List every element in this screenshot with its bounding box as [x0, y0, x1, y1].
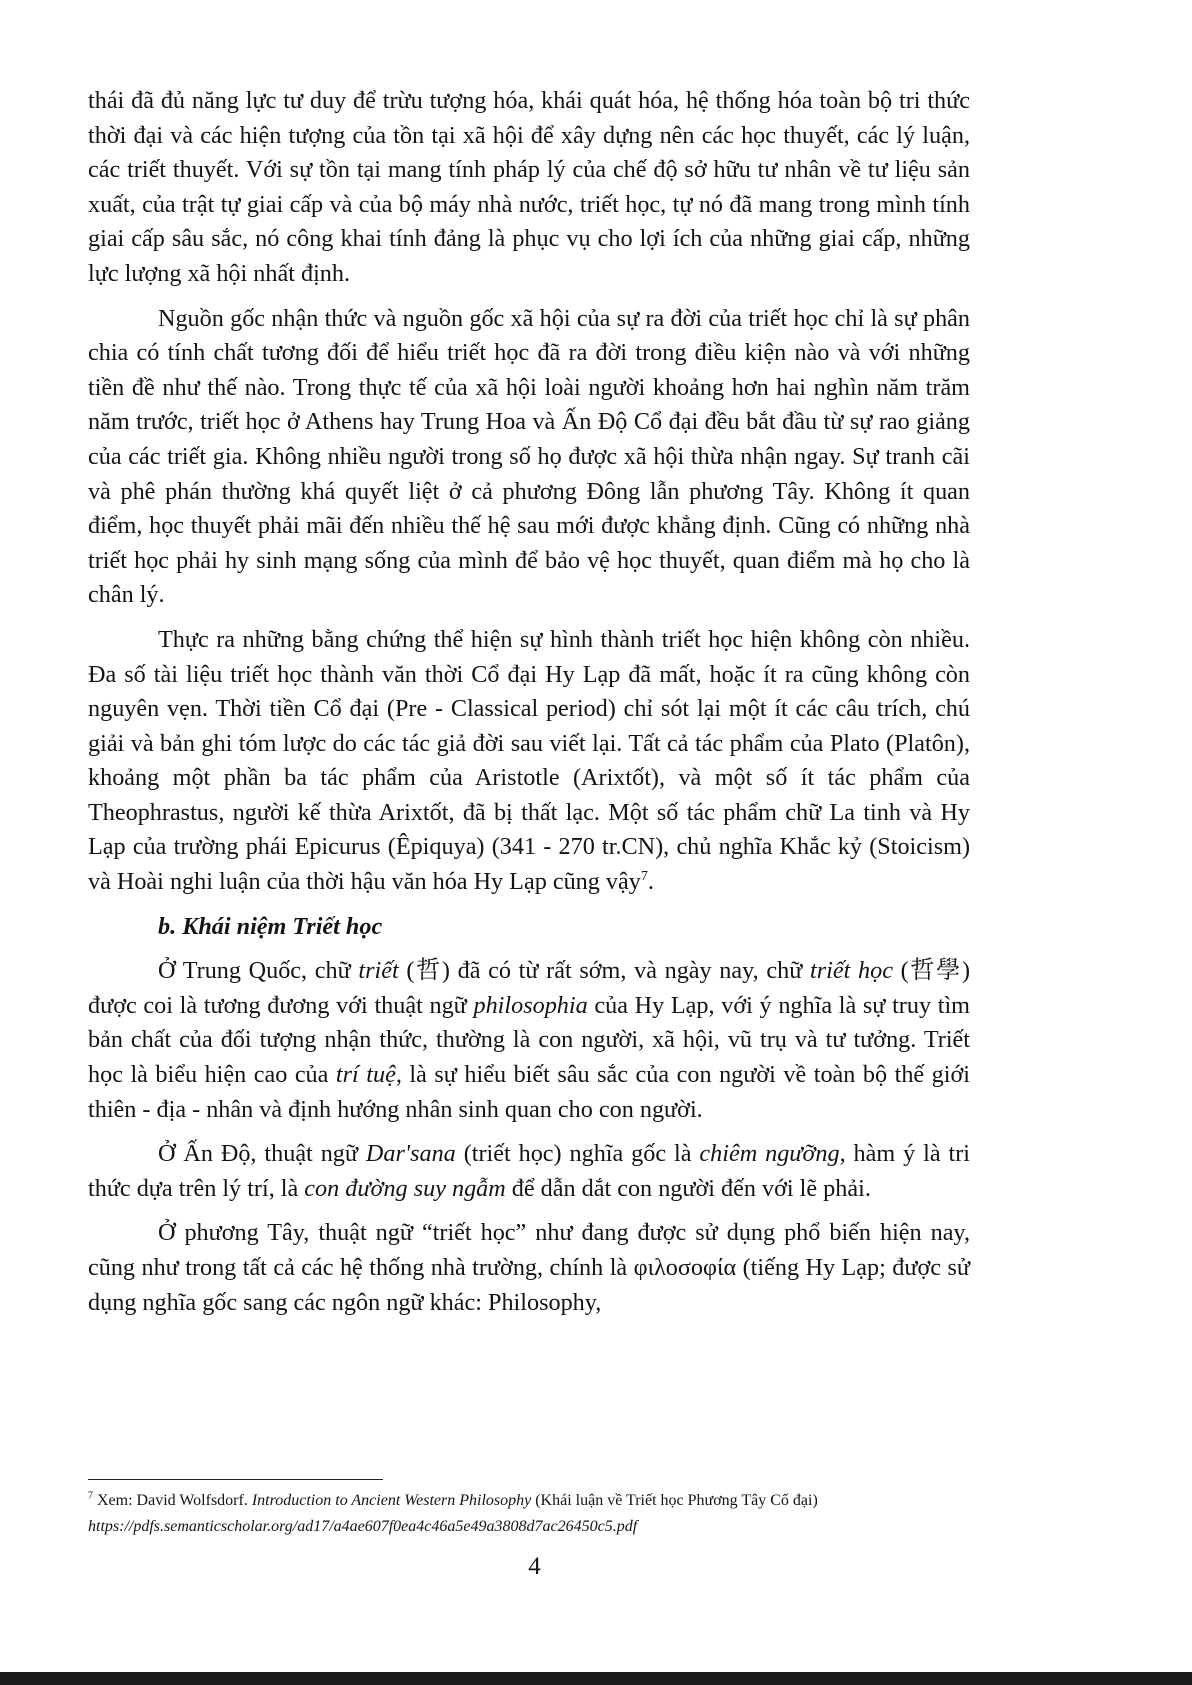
footnote [88, 1488, 988, 1540]
paragraph-3 [88, 623, 970, 900]
footnote-number: 7 [88, 1490, 93, 1502]
p5-text-e: hàm ý là tri thức dựa trên lý trí, là [88, 1140, 971, 1202]
footnote-divider [88, 1479, 383, 1480]
footnote-ref: 7 [640, 869, 648, 884]
p4-text-c: (哲) đã có từ rất sớm, và ngày nay, chữ [398, 957, 811, 985]
paragraph-6: Ở phương Tây, thuật ngữ “triết học” như đang được sử dụng phổ biến hiện nay, cũng như trong tất cả các hệ thống nhà trường, chính là φιλοσοφία (tiếng Hy Lạp; được sử dụng nghĩa gốc sang các ngôn ngữ khác: Philosophy, [88, 1219, 970, 1316]
p5-italic-con-duong: con đường suy ngẫm [304, 1174, 506, 1202]
section-heading: b. Khái niệm Triết học [158, 912, 383, 940]
p4-text-a: Ở Trung Quốc, chữ [158, 957, 359, 985]
paragraph-3-text: Thực ra những bằng chứng thể hiện sự hình thành triết học hiện không còn nhiều. Đa số tài liệu triết học thành văn thời Cổ đại Hy Lạp đã mất, hoặc ít ra cũng không còn nguyên vẹn. Thời tiền Cổ đại (Pre - Classical period) chỉ sót lại một ít các câu trích, chú giải và bản ghi tóm lược do các tác giả đời sau viết lại. Tất cả tác phẩm của Plato (Platôn), khoảng một phần ba tác phẩm của Aristotle (Arixtốt), và một số ít tác phẩm của Theophrastus, người kế thừa Arixtốt, đã bị thất lạc. Một số tác phẩm chữ La tinh và Hy Lạp của trường phái Epicurus (Êpiquya) (341 - 270 tr.CN), chủ nghĩa Khắc kỷ (Stoicism) và Hoài nghi luận của thời hậu văn hóa Hy Lạp cũng vậy [88, 625, 970, 896]
p5-text-g: để dẫn dắt con người đến với lẽ phải. [505, 1174, 871, 1202]
paragraph-2: Nguồn gốc nhận thức và nguồn gốc xã hội của sự ra đời của triết học chỉ là sự phân chia có tính chất tương đối để hiểu triết học đã ra đời trong điều kiện nào và với những tiền đề như thế nào. Trong thực tế của xã hội loài người khoảng hơn hai nghìn năm trăm năm trước, triết học ở Athens hay Trung Hoa và Ấn Độ Cổ đại đều bắt đầu từ sự rao giảng của các triết gia. Không nhiều người trong số họ được xã hội thừa nhận ngay. Sự tranh cãi và phê phán thường khá quyết liệt ở cả phương Đông lẫn phương Tây. Không ít quan điểm, học thuyết phải mãi đến nhiều thế hệ sau mới được khẳng định. Cũng có những nhà triết học phải hy sinh mạng sống của mình để bảo vệ học thuyết, quan điểm mà họ cho là chân lý. [88, 304, 970, 609]
p5-text-c: (triết học) nghĩa gốc là [455, 1140, 700, 1168]
footnote-translation: (Khái luận về Triết học Phương Tây Cổ đại) [531, 1492, 818, 1509]
footnote-title: Introduction to Ancient Western Philosophy [251, 1492, 532, 1509]
p4-text-e: (哲學) được coi là tương đương với thuật ngữ [88, 957, 971, 1019]
p4-text-g: của Hy Lạp, với ý nghĩa là sự truy tìm bản chất của đối tượng nhận thức, thường là con người, xã hội, vũ trụ và tư tưởng. Triết học là biểu hiện cao của [88, 991, 970, 1089]
p5-italic-chiem-nguong: chiêm ngưỡng, [699, 1140, 846, 1168]
footnote-lead: Xem: David Wolfsdorf. [93, 1492, 252, 1509]
paragraph-5 [88, 1137, 970, 1206]
p4-italic-triet: triết [358, 957, 399, 985]
paragraph-3-end: . [647, 868, 654, 896]
footnote-url[interactable]: https://pdfs.semanticscholar.org/ad17/a4ae607f0ea4c46a5e49a3808d7ac26450c5.pdf [88, 1518, 638, 1535]
p4-italic-philosophia: philosophia [473, 991, 588, 1019]
paragraph-4 [88, 954, 970, 1127]
p5-italic-darsana: Dar'sana [365, 1140, 456, 1168]
page-number: 4 [528, 1553, 541, 1580]
scan-edge-bar [0, 1672, 1192, 1685]
p4-italic-tri-tue: trí tuệ, [335, 1061, 402, 1089]
paragraph-1: thái đã đủ năng lực tư duy để trừu tượng hóa, khái quát hóa, hệ thống hóa toàn bộ tri thức thời đại và các hiện tượng của tồn tại xã hội để xây dựng nên các học thuyết, các lý luận, các triết thuyết. Với sự tồn tại mang tính pháp lý của chế độ sở hữu tư nhân về tư liệu sản xuất, của trật tự giai cấp và của bộ máy nhà nước, triết học, tự nó đã mang trong mình tính giai cấp sâu sắc, nó công khai tính đảng là phục vụ cho lợi ích của những giai cấp, những lực lượng xã hội nhất định. [88, 87, 970, 287]
p5-text-a: Ở Ấn Độ, thuật ngữ [158, 1140, 366, 1168]
page-body [88, 84, 970, 1320]
p4-text-i: là sự hiểu biết sâu sắc của con người về toàn bộ thế giới thiên - địa - nhân và định hướng nhân sinh quan cho con người. [88, 1061, 970, 1123]
p4-italic-triet-hoc: triết học [810, 957, 893, 985]
